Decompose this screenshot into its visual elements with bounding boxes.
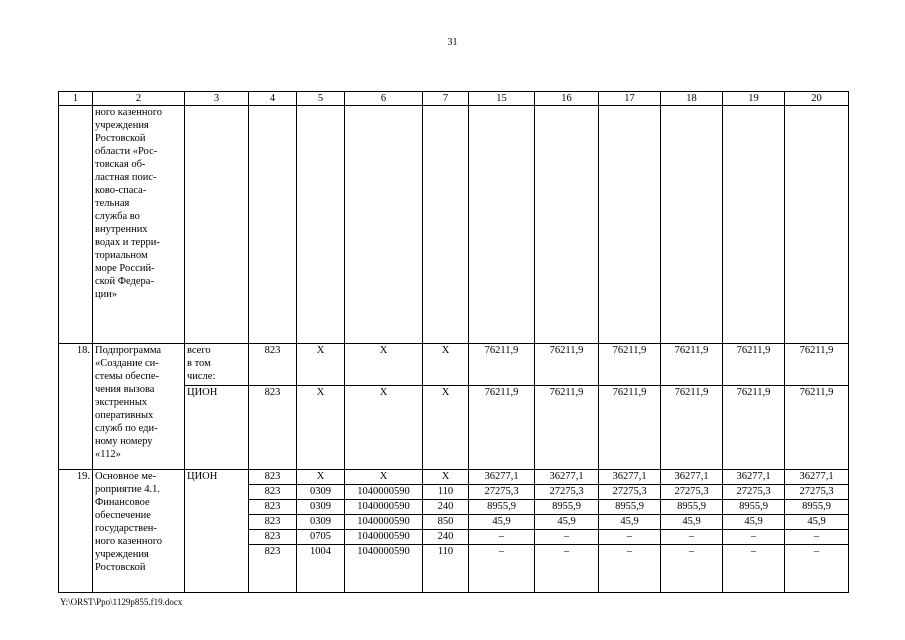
- value-cell: –: [785, 530, 849, 545]
- cell: 823: [249, 485, 297, 500]
- cell: 1004: [297, 545, 345, 593]
- value-cell: 76211,9: [599, 344, 661, 386]
- cell: 110: [423, 485, 469, 500]
- col-header: 5: [297, 92, 345, 106]
- cell: Х: [297, 386, 345, 470]
- cell: [535, 106, 599, 344]
- value-cell: 45,9: [785, 515, 849, 530]
- value-cell: 36277,1: [599, 470, 661, 485]
- col-header: 20: [785, 92, 849, 106]
- col-header: 19: [723, 92, 785, 106]
- cell: 823: [249, 470, 297, 485]
- col-header: 15: [469, 92, 535, 106]
- value-cell: 76211,9: [469, 386, 535, 470]
- cell: 823: [249, 530, 297, 545]
- value-cell: 8955,9: [535, 500, 599, 515]
- cell: 0309: [297, 485, 345, 500]
- cell: 240: [423, 500, 469, 515]
- cell: [185, 106, 249, 344]
- cell: 1040000590: [345, 530, 423, 545]
- cell: 1040000590: [345, 500, 423, 515]
- cell: 0309: [297, 500, 345, 515]
- cell: [59, 106, 93, 344]
- cell: [599, 106, 661, 344]
- cell: 0705: [297, 530, 345, 545]
- cell: [661, 106, 723, 344]
- value-cell: 8955,9: [599, 500, 661, 515]
- value-cell: 36277,1: [661, 470, 723, 485]
- cell: Х: [345, 470, 423, 485]
- cell: Х: [423, 470, 469, 485]
- budget-table: [58, 91, 849, 593]
- col-header: 16: [535, 92, 599, 106]
- col-header: 6: [345, 92, 423, 106]
- table-row: [59, 470, 849, 485]
- cell: 823: [249, 515, 297, 530]
- cell: [469, 106, 535, 344]
- value-cell: –: [661, 545, 723, 593]
- value-cell: 8955,9: [785, 500, 849, 515]
- page-number: 31: [447, 37, 458, 48]
- cell: [423, 106, 469, 344]
- row-name: Основное ме- роприятие 4.1. Финансовое обеспечение государствен- ного казенного учреждения Ростовской: [93, 470, 185, 593]
- cell: Х: [423, 344, 469, 386]
- header-row: [59, 92, 849, 106]
- value-cell: 27275,3: [723, 485, 785, 500]
- value-cell: 27275,3: [661, 485, 723, 500]
- value-cell: –: [469, 545, 535, 593]
- value-cell: 8955,9: [469, 500, 535, 515]
- value-cell: 36277,1: [469, 470, 535, 485]
- row-number: 18.: [59, 344, 93, 470]
- cell: [345, 106, 423, 344]
- cell: 823: [249, 545, 297, 593]
- cell: 0309: [297, 515, 345, 530]
- cell: 823: [249, 386, 297, 470]
- col-header: 7: [423, 92, 469, 106]
- cell: Х: [345, 344, 423, 386]
- value-cell: 45,9: [723, 515, 785, 530]
- cell: 1040000590: [345, 515, 423, 530]
- cell: [723, 106, 785, 344]
- value-cell: 76211,9: [599, 386, 661, 470]
- value-cell: 76211,9: [723, 386, 785, 470]
- value-cell: 36277,1: [785, 470, 849, 485]
- value-cell: –: [535, 545, 599, 593]
- continuation-name: ного казенного учреждения Ростовской области «Рос- товская об- ластная поис- ково-спаса- тельная служба во внутренних водах и терри- ториальном море Россий- ской Федера- ции»: [93, 106, 185, 344]
- cell: Х: [297, 344, 345, 386]
- cell: Х: [297, 470, 345, 485]
- table-row: [59, 344, 849, 386]
- value-cell: 76211,9: [785, 386, 849, 470]
- value-cell: 45,9: [535, 515, 599, 530]
- col-header: 4: [249, 92, 297, 106]
- cell: [297, 106, 345, 344]
- value-cell: –: [535, 530, 599, 545]
- value-cell: –: [723, 530, 785, 545]
- value-cell: 76211,9: [723, 344, 785, 386]
- cell: 240: [423, 530, 469, 545]
- value-cell: –: [599, 545, 661, 593]
- executor-cell: ЦИОН: [185, 386, 249, 470]
- row-number: 19.: [59, 470, 93, 593]
- continuation-row: [59, 106, 849, 344]
- executor-cell: всего в том числе:: [185, 344, 249, 386]
- value-cell: 8955,9: [723, 500, 785, 515]
- value-cell: 8955,9: [661, 500, 723, 515]
- col-header: 2: [93, 92, 185, 106]
- value-cell: –: [469, 530, 535, 545]
- value-cell: 76211,9: [661, 344, 723, 386]
- cell: [785, 106, 849, 344]
- value-cell: 27275,3: [469, 485, 535, 500]
- cell: 1040000590: [345, 545, 423, 593]
- value-cell: –: [661, 530, 723, 545]
- col-header: 1: [59, 92, 93, 106]
- value-cell: 45,9: [661, 515, 723, 530]
- col-header: 3: [185, 92, 249, 106]
- value-cell: 27275,3: [785, 485, 849, 500]
- cell: [249, 106, 297, 344]
- row-name: Подпрограмма «Создание си- стемы обеспе- чения вызова экстренных оперативных служб по еди- ному номеру «112»: [93, 344, 185, 470]
- cell: 1040000590: [345, 485, 423, 500]
- value-cell: –: [785, 545, 849, 593]
- executor-cell: ЦИОН: [185, 470, 249, 593]
- cell: Х: [345, 386, 423, 470]
- value-cell: 76211,9: [469, 344, 535, 386]
- cell: 823: [249, 344, 297, 386]
- value-cell: 36277,1: [535, 470, 599, 485]
- col-header: 17: [599, 92, 661, 106]
- cell: Х: [423, 386, 469, 470]
- value-cell: 76211,9: [535, 344, 599, 386]
- value-cell: 36277,1: [723, 470, 785, 485]
- value-cell: 45,9: [599, 515, 661, 530]
- value-cell: –: [723, 545, 785, 593]
- cell: 850: [423, 515, 469, 530]
- value-cell: –: [599, 530, 661, 545]
- cell: 823: [249, 500, 297, 515]
- value-cell: 27275,3: [535, 485, 599, 500]
- col-header: 18: [661, 92, 723, 106]
- cell: 110: [423, 545, 469, 593]
- value-cell: 76211,9: [785, 344, 849, 386]
- file-path-footer: Y:\ORST\Ppo\1129p855.f19.docx: [60, 597, 183, 607]
- value-cell: 27275,3: [599, 485, 661, 500]
- value-cell: 76211,9: [661, 386, 723, 470]
- value-cell: 45,9: [469, 515, 535, 530]
- value-cell: 76211,9: [535, 386, 599, 470]
